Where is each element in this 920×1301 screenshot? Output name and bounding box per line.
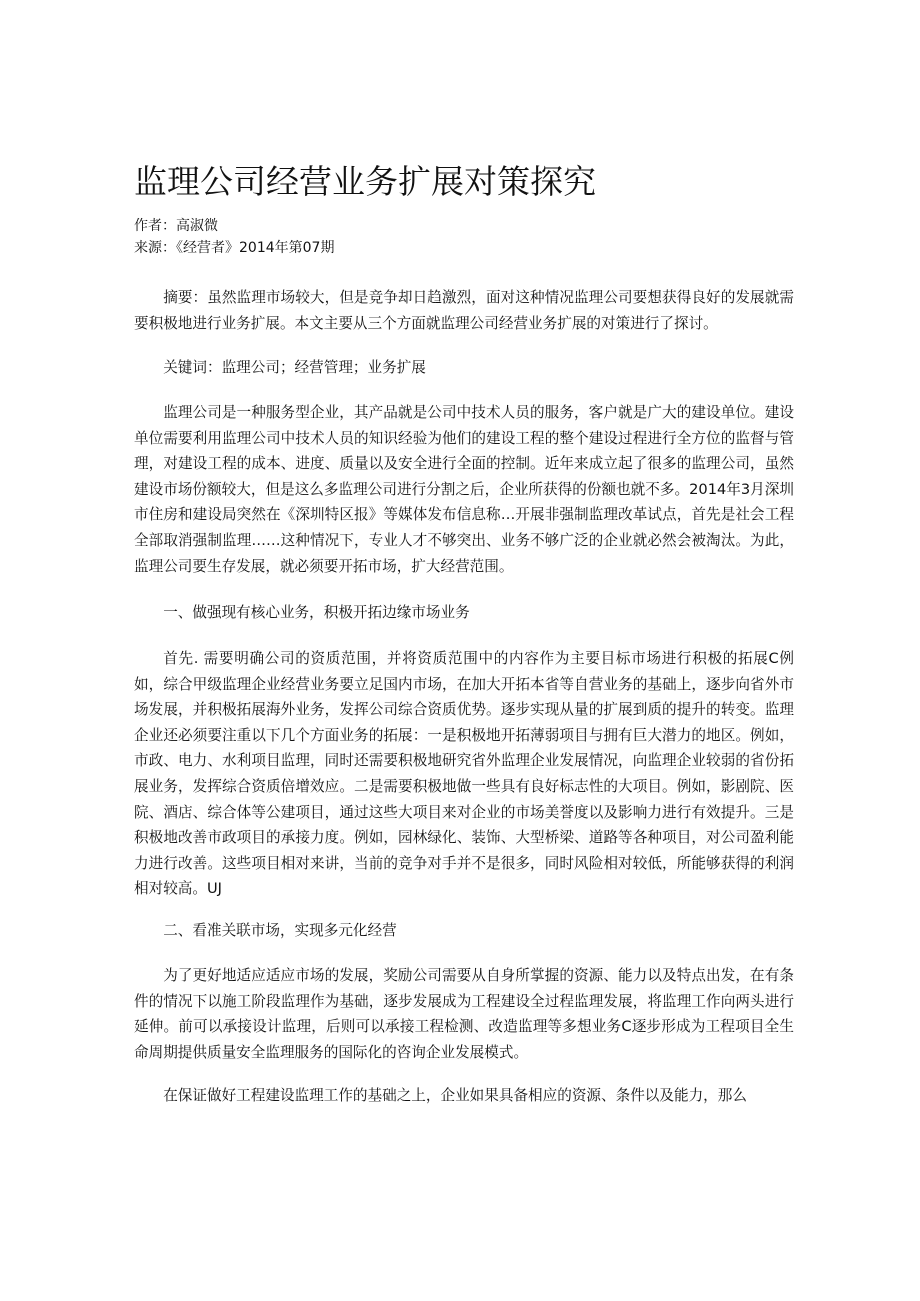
closing-paragraph: 在保证做好工程建设监理工作的基础之上，企业如果具备相应的资源、条件以及能力，那么: [163, 1087, 747, 1104]
section-heading-2: 二、看准关联市场，实现多元化经营: [163, 922, 397, 939]
section-2-paragraph: 为了更好地适应适应市场的发展，奖励公司需要从自身所掌握的资源、能力以及特点出发，在有条件的情况下以施工阶段监理作为基础，逐步发展成为工程建设全过程监理发展，将监理工作向两头进行延伸。前可以承接设计监理，后则可以承接工程检测、改造监理等多想业务C逐步形成为工程项目全生命周期提供质量安全监理服务的国际化的咨询企业发展模式。: [134, 967, 794, 1061]
article-title: 监理公司经营业务扩展对策探究: [134, 162, 596, 201]
author-line: 作者：高淑微: [134, 218, 218, 234]
article-meta: [134, 215, 334, 259]
section-heading-1: 一、做强现有核心业务，积极开拓边缘市场业务: [163, 604, 470, 621]
source-line: 来源：《经营者》2014年第07期: [134, 240, 335, 256]
keywords-line: 关键词：监理公司；经营管理；业务扩展: [163, 359, 426, 376]
section-1-paragraph: 首先. 需要明确公司的资质范围，并将资质范围中的内容作为主要目标市场进行积极的拓展C例如，综合甲级监理企业经营业务要立足国内市场，在加大开拓本省等自营业务的基础上，逐步向省外市场发展，并积极拓展海外业务，发挥公司综合资质优势。逐步实现从量的扩展到质的提升的转变。监理企业还必须要注重以下几个方面业务的拓展：一是积极地开拓薄弱项目与拥有巨大潜力的地区。例如，市政、电力、水利项目监理，同时还需要积极地研究省外监理企业发展情况，向监理企业较弱的省份拓展业务，发挥综合资质倍增效应。二是需要积极地做一些具有良好标志性的大项目。例如，影剧院、医院、酒店、综合体等公建项目，通过这些大项目来对企业的市场美誉度以及影响力进行有效提升。三是积极地改善市政项目的承接力度。例如，园林绿化、装饰、大型桥梁、道路等各种项目，对公司盈利能力进行改善。这些项目相对来讲，当前的竞争对手并不是很多，同时风险相对较低，所能够获得的利润相对较高。UJ: [134, 650, 794, 898]
intro-paragraph: 监理公司是一种服务型企业，其产品就是公司中技术人员的服务，客户就是广大的建设单位。建设单位需要利用监理公司中技术人员的知识经验为他们的建设工程的整个建设过程进行全方位的监督与管理，对建设工程的成本、进度、质量以及安全进行全面的控制。近年来成立起了很多的监理公司，虽然建设市场份额较大，但是这么多监理公司进行分割之后，企业所获得的份额也就不多。2014年3月深圳市住房和建设局突然在《深圳特区报》等媒体发布信息称…开展非强制监理改革试点，首先是社会工程全部取消强制监理……这种情况下，专业人才不够突出、业务不够广泛的企业就必然会被淘汰。为此，监理公司要生存发展，就必须要开拓市场，扩大经营范围。: [134, 404, 794, 575]
abstract-paragraph: 摘要：虽然监理市场较大，但是竞争却日趋激烈，面对这种情况监理公司要想获得良好的发展就需要积极地进行业务扩展。本文主要从三个方面就监理公司经营业务扩展的对策进行了探讨。: [134, 289, 794, 332]
